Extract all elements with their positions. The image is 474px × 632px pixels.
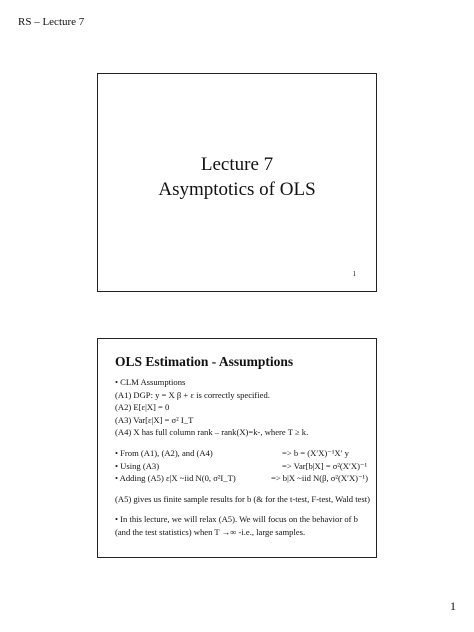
- lecture-focus-text: • In this lecture, we will relax (A5). We will focus on the behavior of b (and the test statistics) when T →∞ -i.e., large samples.: [115, 514, 358, 537]
- slide-1-title: [98, 152, 376, 202]
- result-row: [115, 460, 368, 473]
- slide-1: [97, 73, 377, 292]
- assumption-a3: (A3) Var[ε|X] = σ² I_T: [115, 414, 194, 425]
- slide-1-number: 1: [352, 270, 356, 278]
- assumptions-heading: • CLM Assumptions: [115, 377, 186, 387]
- lecture-title: Asymptotics of OLS: [158, 179, 316, 200]
- page-number: 1: [450, 599, 456, 613]
- slide-2-title: OLS Estimation - Assumptions: [115, 354, 294, 369]
- result-condition: • From (A1), (A2), and (A4): [115, 447, 213, 458]
- assumption-a4: (A4) X has full column rank – rank(X)=k-, where T ≥ k.: [115, 427, 309, 438]
- slide-2: [97, 338, 377, 558]
- assumption-a2: (A2) E[ε|X] = 0: [115, 402, 170, 413]
- finite-sample-note: (A5) gives us finite sample results for b (& for the t-test, F-test, Wald test): [115, 493, 371, 504]
- result-row: [115, 447, 368, 460]
- result-condition: • Using (A3): [115, 460, 160, 471]
- assumption-a1: (A1) DGP: y = X β + ε is correctly specified.: [115, 389, 270, 400]
- result-condition: • Adding (A5) ε|X ~iid N(0, σ²I_T): [115, 473, 236, 484]
- lecture-number: Lecture 7: [200, 154, 274, 175]
- result-row: [115, 472, 368, 485]
- slide-2-body: [115, 376, 371, 539]
- result-implication: => b = (X′X)⁻¹X′ y: [282, 447, 349, 458]
- result-implication: => Var[b|X] = σ²(X′X)⁻¹: [282, 460, 368, 471]
- result-implication: => b|X ~iid N(β, σ²(X′X)⁻¹): [270, 473, 368, 484]
- running-header: RS – Lecture 7: [18, 16, 85, 28]
